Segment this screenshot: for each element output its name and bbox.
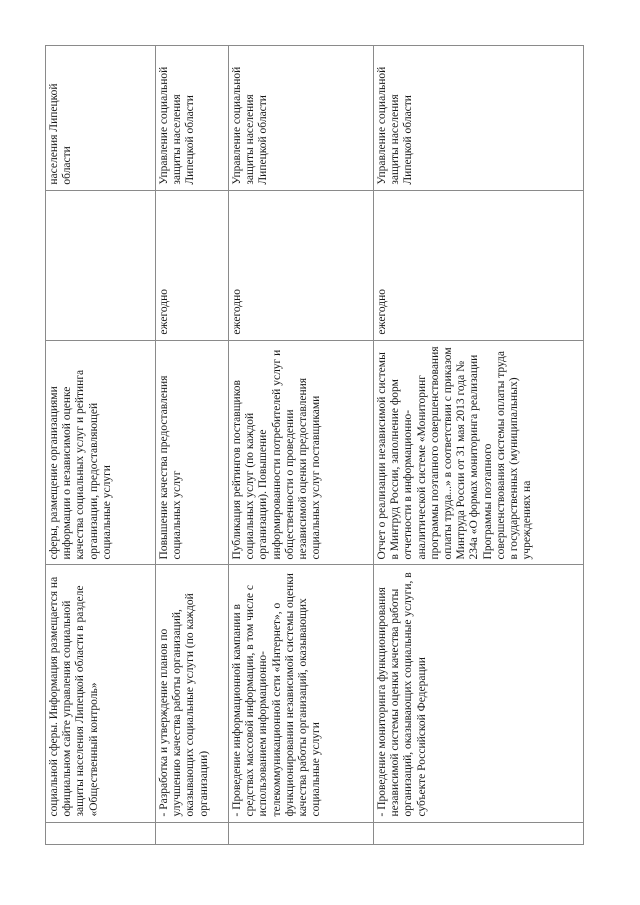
term-cell: ежегодно: [374, 190, 584, 340]
result-cell: Публикация рейтингов поставщиков социальных услуг (по каждой организации). Повышение информированности потребителей услуг и общественности о проведении независимой оценки предоставления социальных услуг поставщиками: [229, 340, 374, 565]
table-row: [374, 46, 584, 845]
row-number: [374, 822, 584, 844]
result-cell: сферы, размещение организациями информации о независимой оценке качества социальных услуг и рейтинга организации, предоставляющей социальные услуги: [46, 340, 156, 565]
row-number: [46, 822, 156, 844]
responsible-cell: Управление социальной защиты населения Липецкой области: [374, 46, 584, 191]
term-cell: ежегодно: [156, 190, 229, 340]
table-row: [46, 46, 156, 845]
responsible-cell: населения Липецкой области: [46, 46, 156, 191]
responsible-cell: Управление социальной защиты населения Липецкой области: [229, 46, 374, 191]
table-row: [156, 46, 229, 845]
action-cell: - Разработка и утверждение планов по улучшению качества работы организаций, оказывающих социальные услуги (по каждой организации): [156, 565, 229, 822]
term-cell: ежегодно: [229, 190, 374, 340]
table-row: [229, 46, 374, 845]
term-cell: [46, 190, 156, 340]
plan-table: [45, 45, 584, 845]
action-cell: - Проведение мониторинга функционирования независимой системы оценки качества работы организаций, оказывающих социальные услуги, в субъекте Российской Федерации: [374, 565, 584, 822]
responsible-cell: Управление социальной защиты населения Липецкой области: [156, 46, 229, 191]
action-cell: - Проведение информационной кампании в средствах массовой информации, в том числе с использованием информационно-телекоммуникационной сети «Интернет», о функционировании независимой системы оценки качества работы организаций, оказывающих социальные услуги: [229, 565, 374, 822]
rotated-page: [45, 45, 583, 845]
row-number: [156, 822, 229, 844]
row-number: [229, 822, 374, 844]
result-cell: Отчет о реализации независимой системы в Минтруд России, заполнение форм отчетности в информационно-аналитической системе «Мониторинг программы поэтапного совершенствования оплаты труда...» в соответствии с приказом Минтруда России от 31 мая 2013 года № 234а «О формах мониторинга реализации Программы поэтапного совершенствования системы оплаты труда в государственных (муниципальных) учреждениях на: [374, 340, 584, 565]
action-cell: социальной сферы. Информация размещается на официальном сайте управления социальной защиты населения Липецкой области в разделе «Общественный контроль»: [46, 565, 156, 822]
result-cell: Повышение качества предоставления социальных услуг: [156, 340, 229, 565]
